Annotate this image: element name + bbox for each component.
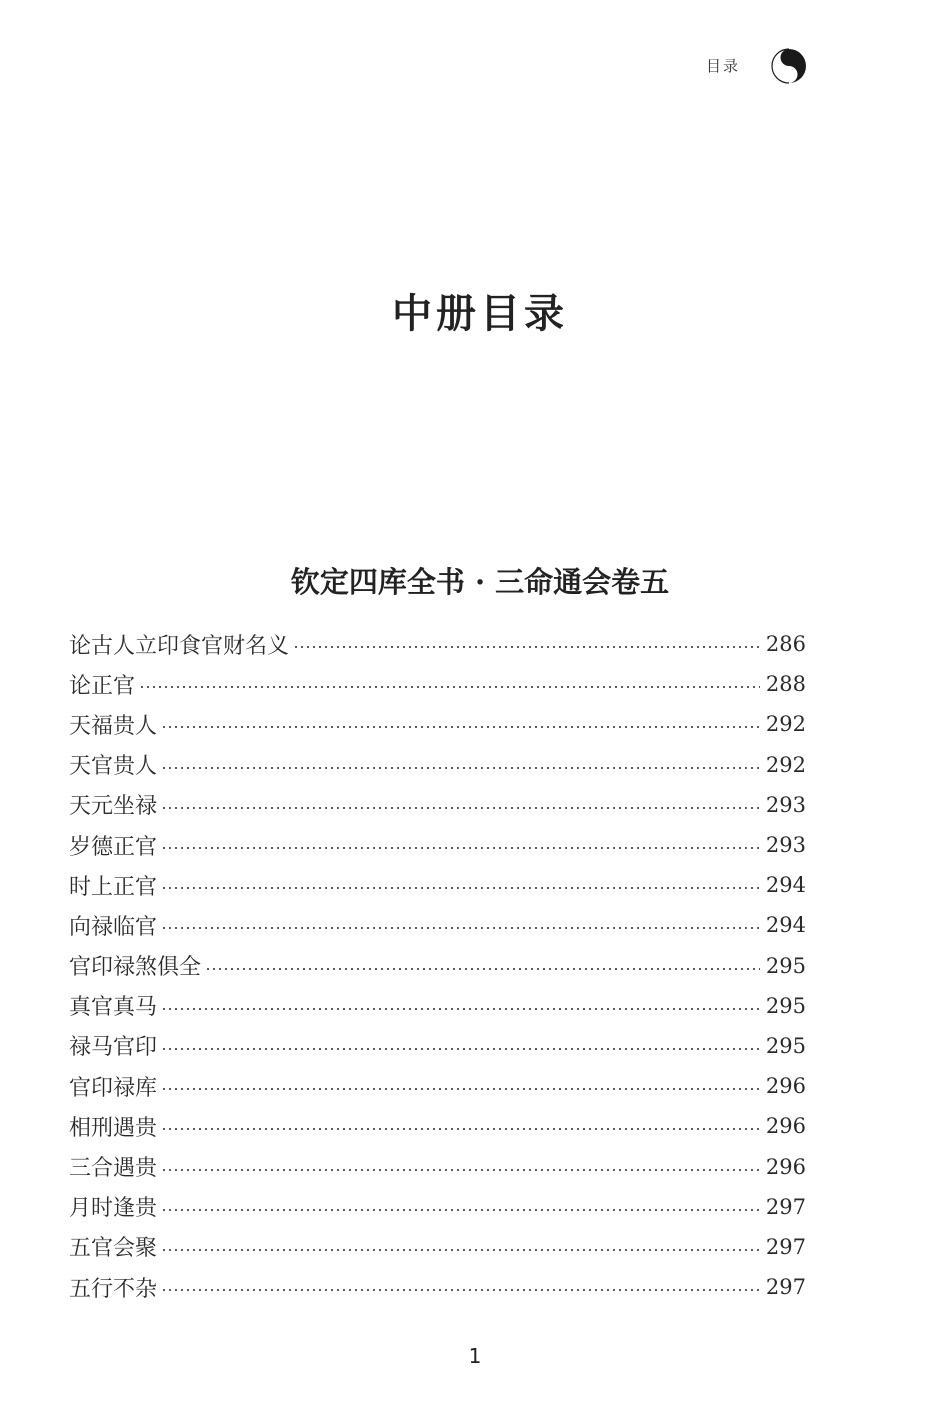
toc-entry-title: 天福贵人 (69, 713, 158, 739)
toc-entry-title: 真官真马 (69, 995, 158, 1021)
toc-entry (69, 905, 806, 945)
toc-entry (69, 986, 806, 1026)
toc-entry-title: 三合遇贵 (69, 1156, 158, 1182)
toc-entry-title: 五官会聚 (69, 1236, 158, 1262)
toc-entry-title: 天官贵人 (69, 754, 158, 780)
toc-entry-page: 292 (765, 712, 806, 737)
toc-entry-page: 286 (765, 632, 806, 657)
dot-leader (161, 1088, 760, 1090)
toc-entry-page: 288 (765, 672, 806, 697)
toc-entry-title: 岁德正官 (69, 834, 158, 860)
dot-leader (161, 726, 760, 728)
yin-yang-icon (770, 44, 808, 88)
toc-entry-title: 论正官 (69, 673, 136, 699)
section-title: 钦定四库全书 · 三命通会卷五 (290, 565, 670, 599)
toc-entry-page: 294 (765, 913, 806, 938)
toc-entry-page: 295 (765, 953, 806, 978)
toc-entry-page: 294 (765, 873, 806, 898)
toc-entry-page: 296 (765, 1154, 806, 1179)
dot-leader (139, 686, 760, 688)
toc-entry (69, 1187, 806, 1227)
toc-entry-page: 295 (765, 993, 806, 1018)
toc-entry-page: 293 (765, 792, 806, 817)
toc-entry-title: 向禄临官 (69, 914, 158, 940)
toc-entry-title: 五行不杂 (69, 1276, 158, 1302)
dot-leader (161, 1008, 760, 1010)
table-of-contents (69, 624, 806, 1307)
toc-entry (69, 1066, 806, 1106)
toc-entry (69, 785, 806, 825)
toc-entry-page: 295 (765, 1033, 806, 1058)
toc-entry-page: 293 (765, 833, 806, 858)
toc-entry-title: 官印禄煞俱全 (69, 955, 202, 981)
dot-leader (161, 807, 760, 809)
dot-leader (161, 927, 760, 929)
toc-entry-title: 论古人立印食官财名义 (69, 633, 290, 659)
toc-entry (69, 1146, 806, 1186)
toc-entry-title: 官印禄库 (69, 1075, 158, 1101)
dot-leader (161, 1209, 760, 1211)
toc-entry-page: 296 (765, 1074, 806, 1099)
toc-entry-title: 天元坐禄 (69, 794, 158, 820)
dot-leader (161, 887, 760, 889)
toc-entry-page: 296 (765, 1114, 806, 1139)
toc-entry (69, 1106, 806, 1146)
toc-entry (69, 1026, 806, 1066)
page-number: 1 (468, 1344, 482, 1368)
dot-leader (205, 968, 760, 970)
toc-entry-page: 297 (765, 1194, 806, 1219)
page-title: 中册目录 (392, 291, 568, 337)
dot-leader (161, 847, 760, 849)
toc-entry (69, 1227, 806, 1267)
toc-entry-page: 292 (765, 752, 806, 777)
dot-leader (161, 1169, 760, 1171)
toc-entry-title: 禄马官印 (69, 1035, 158, 1061)
toc-entry (69, 624, 806, 664)
toc-entry (69, 825, 806, 865)
toc-entry-title: 时上正官 (69, 874, 158, 900)
dot-leader (161, 1249, 760, 1251)
toc-entry (69, 946, 806, 986)
toc-entry-title: 月时逢贵 (69, 1196, 158, 1222)
dot-leader (293, 646, 760, 648)
toc-entry-page: 297 (765, 1234, 806, 1259)
toc-entry (69, 704, 806, 744)
toc-entry-title: 相刑遇贵 (69, 1115, 158, 1141)
dot-leader (161, 1289, 760, 1291)
toc-entry (69, 865, 806, 905)
toc-entry-page: 297 (765, 1275, 806, 1300)
dot-leader (161, 767, 760, 769)
running-header-label: 目录 (706, 57, 741, 75)
toc-entry (69, 1267, 806, 1307)
toc-entry (69, 745, 806, 785)
toc-entry (69, 664, 806, 704)
dot-leader (161, 1048, 760, 1050)
dot-leader (161, 1128, 760, 1130)
